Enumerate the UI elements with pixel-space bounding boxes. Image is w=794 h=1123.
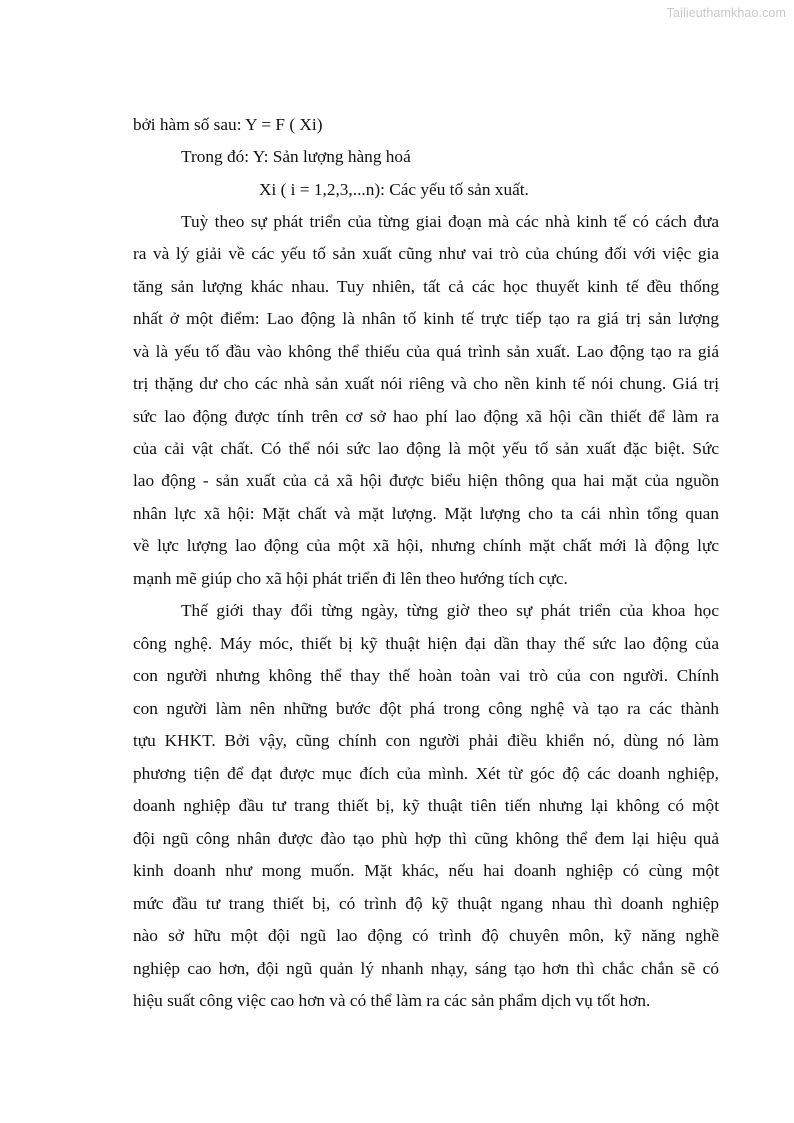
paragraph-line: nhân lực xã hội: Mặt chất và mặt lượng. Mặt lượng cho ta cái nhìn tổng quan <box>133 504 719 523</box>
paragraph-line: về lực lượng lao động của một xã hội, nhưng chính mặt chất mới là động lực <box>133 536 719 555</box>
paragraph-line: kinh doanh như mong muốn. Mặt khác, nếu hai doanh nghiệp có cùng một <box>133 861 719 880</box>
paragraph-line: công nghệ. Máy móc, thiết bị kỹ thuật hiện đại dần thay thế sức lao động của <box>133 634 719 653</box>
formula-intro-line: bởi hàm số sau: Y = F ( Xi) <box>133 115 323 134</box>
paragraph-line: con người làm nên những bước đột phá trong công nghệ và tạo ra các thành <box>133 699 719 718</box>
paragraph-line: Thế giới thay đổi từng ngày, từng giờ theo sự phát triển của khoa học <box>181 601 719 620</box>
paragraph-line: phương tiện để đạt được mục đích của mình. Xét từ góc độ các doanh nghiệp, <box>133 764 719 783</box>
paragraph-line: lao động - sản xuất của cả xã hội được biểu hiện thông qua hai mặt của nguồn <box>133 471 719 490</box>
paragraph-line: và là yếu tố đầu vào không thể thiếu của quá trình sản xuất. Lao động tạo ra giá <box>133 342 719 361</box>
paragraph-line: mức đầu tư trang thiết bị, có trình độ kỹ thuật ngang nhau thì doanh nghiệp <box>133 894 719 913</box>
paragraph-line: tựu KHKT. Bởi vậy, cũng chính con người phải điều khiển nó, dùng nó làm <box>133 731 719 750</box>
paragraph-line: đội ngũ công nhân được đào tạo phù hợp thì cũng không thể đem lại hiệu quả <box>133 829 719 848</box>
watermark: Tailieuthamkhao.com <box>666 6 786 20</box>
formula-where-xi-line: Xi ( i = 1,2,3,...n): Các yếu tố sản xuất. <box>259 180 529 199</box>
paragraph-line: tăng sản lượng khác nhau. Tuy nhiên, tất cả các học thuyết kinh tế đều thống <box>133 277 719 296</box>
paragraph-line: con người nhưng không thể thay thế hoàn toàn vai trò của con người. Chính <box>133 666 719 685</box>
paragraph-line: Tuỳ theo sự phát triển của từng giai đoạn mà các nhà kinh tế có cách đưa <box>181 212 719 231</box>
paragraph-line: nào sở hữu một đội ngũ lao động có trình độ chuyên môn, kỹ năng nghề <box>133 926 719 945</box>
paragraph-line: sức lao động được tính trên cơ sở hao phí lao động xã hội cần thiết để làm ra <box>133 407 719 426</box>
paragraph-line: của cải vật chất. Có thể nói sức lao động là một yếu tố sản xuất đặc biệt. Sức <box>133 439 719 458</box>
formula-where-y-line: Trong đó: Y: Sản lượng hàng hoá <box>181 147 411 166</box>
paragraph-line: nhất ở một điểm: Lao động là nhân tố kinh tế trực tiếp tạo ra giá trị sản lượng <box>133 309 719 328</box>
paragraph-line: nghiệp cao hơn, đội ngũ quản lý nhanh nhạy, sáng tạo hơn thì chắc chắn sẽ có <box>133 959 719 978</box>
paragraph-line: doanh nghiệp đầu tư trang thiết bị, kỹ thuật tiên tiến nhưng lại không có một <box>133 796 719 815</box>
paragraph-line: ra và lý giải về các yếu tố sản xuất cũng như vai trò của chúng đối với việc gia <box>133 244 719 263</box>
paragraph-line: trị thặng dư cho các nhà sản xuất nói riêng và cho nền kinh tế nói chung. Giá trị <box>133 374 719 393</box>
paragraph-line: hiệu suất công việc cao hơn và có thể làm ra các sản phẩm dịch vụ tốt hơn. <box>133 991 651 1010</box>
paragraph-line: mạnh mẽ giúp cho xã hội phát triển đi lên theo hướng tích cực. <box>133 569 568 588</box>
